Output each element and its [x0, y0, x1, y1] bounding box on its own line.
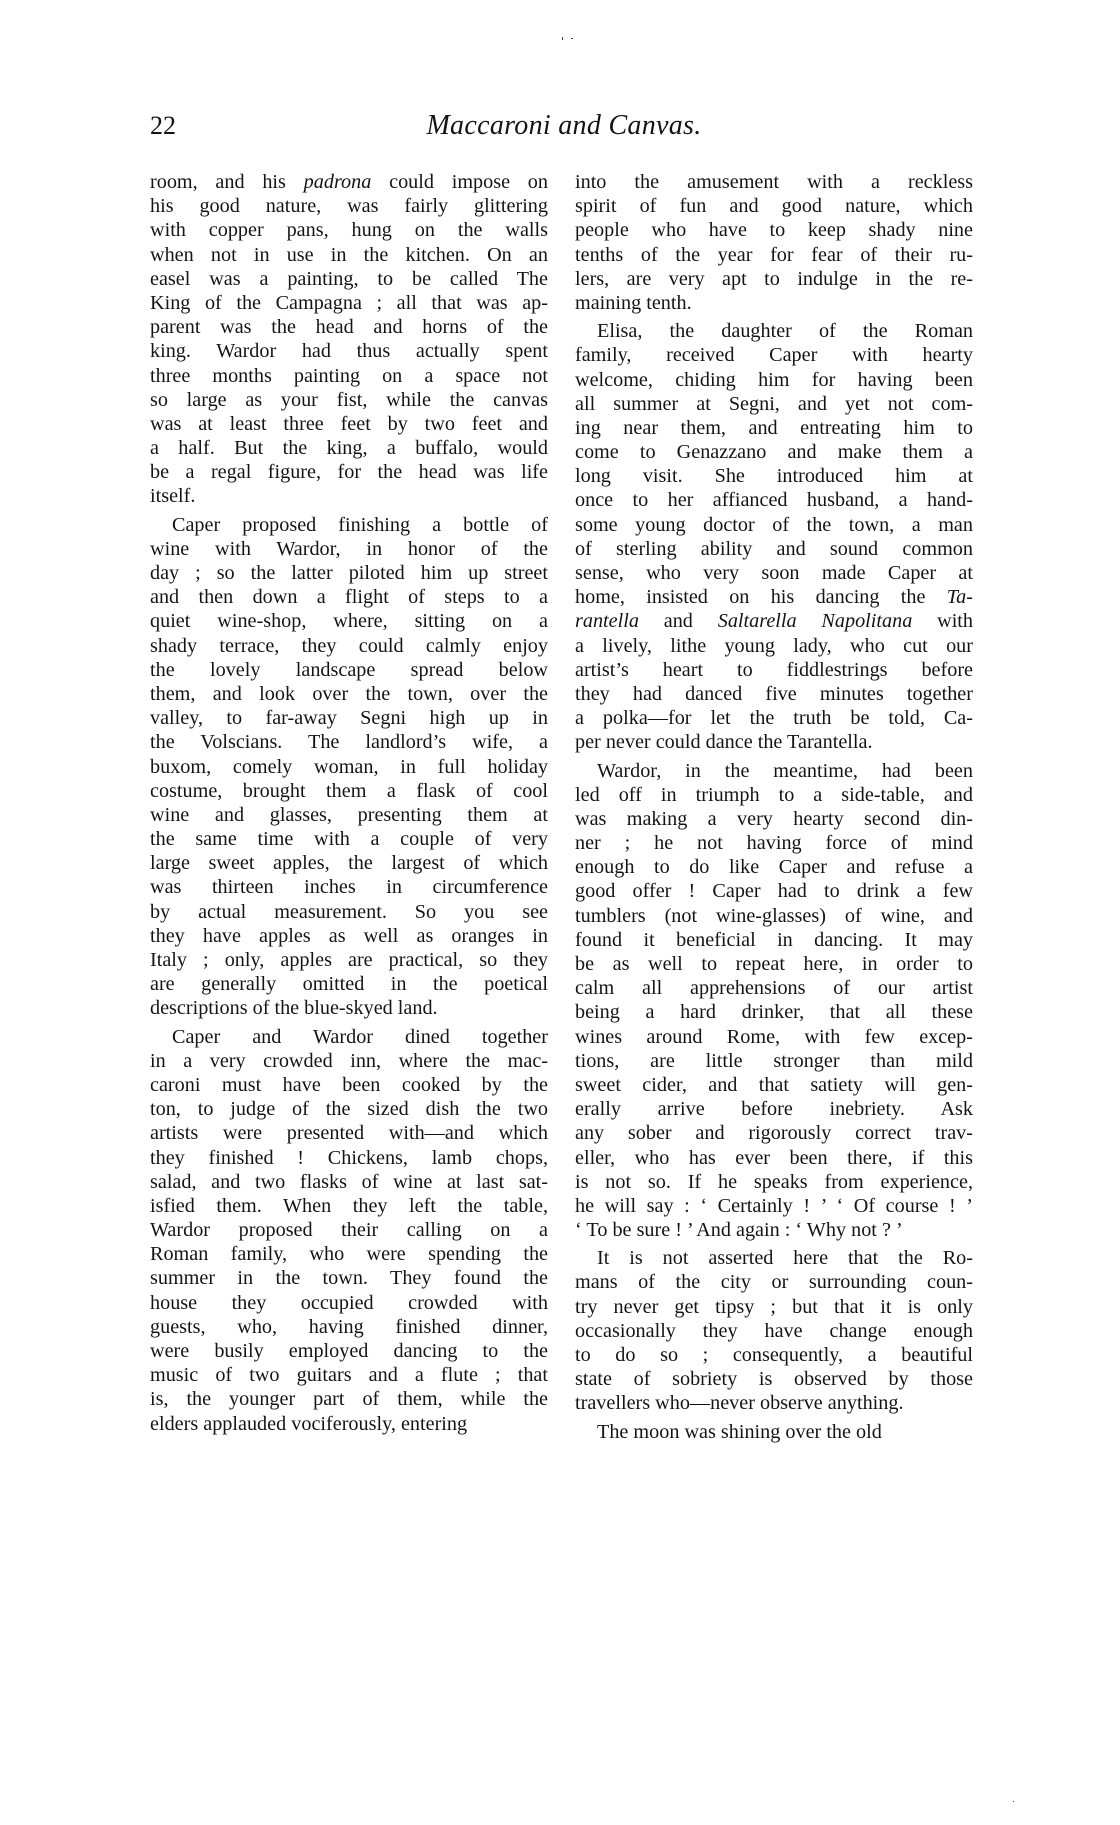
text-line	[575, 416, 973, 440]
text-line	[575, 1295, 973, 1319]
text-column-left	[150, 170, 548, 1440]
text-run: music of two guitars and a flute ; that	[150, 1364, 548, 1387]
text-line	[150, 243, 548, 267]
text-line	[575, 537, 973, 561]
text-line	[575, 1025, 973, 1049]
text-run: when not in use in the kitchen. On an	[150, 243, 548, 266]
text-run: try never get tipsy ; but that it is only	[575, 1295, 973, 1318]
text-run: descriptions of the blue-skyed land.	[150, 997, 438, 1020]
text-line	[150, 170, 548, 194]
text-line	[150, 1025, 548, 1049]
text-line	[150, 537, 548, 561]
text-line	[150, 755, 548, 779]
text-run: them, and look over the town, over the	[150, 682, 548, 705]
text-run: in a very crowded inn, where the mac-	[150, 1049, 548, 1072]
paragraph	[575, 759, 973, 1243]
text-run: isfied them. When they left the table,	[150, 1194, 548, 1217]
text-line	[575, 1097, 973, 1121]
text-line	[150, 658, 548, 682]
text-run: king. Wardor had thus actually spent	[150, 340, 548, 363]
text-run: to do so ; consequently, a beautiful	[575, 1344, 973, 1366]
text-line	[150, 412, 548, 436]
text-run: his good nature, was fairly glittering	[150, 195, 548, 218]
text-run: once to her affianced husband, a hand-	[575, 489, 973, 512]
text-line	[575, 1367, 973, 1391]
text-run: guests, who, having finished dinner,	[150, 1315, 548, 1338]
text-line	[150, 1291, 548, 1315]
text-line	[150, 1097, 548, 1121]
text-line	[150, 388, 548, 412]
text-run: good offer ! Caper had to drink a few	[575, 880, 973, 903]
text-line	[150, 585, 548, 609]
text-run: people who have to keep shady nine	[575, 219, 973, 242]
text-line	[150, 972, 548, 996]
text-line	[150, 460, 548, 484]
text-run: room, and his	[150, 171, 304, 193]
text-run: he will say : ‘ Certainly ! ’ ‘ Of course ! ’	[575, 1194, 973, 1217]
text-run: the lovely landscape spread below	[150, 658, 548, 681]
text-run: erally arrive before inebriety. Ask	[575, 1098, 973, 1121]
text-line	[575, 783, 973, 807]
text-run: artist’s heart to fiddlestrings before	[575, 658, 973, 681]
text-line	[575, 561, 973, 585]
text-run: family, received Caper with hearty	[575, 344, 973, 367]
page-number: 22	[150, 111, 176, 140]
scan-speck	[1013, 1801, 1014, 1802]
text-line	[575, 319, 973, 343]
text-line	[150, 1387, 548, 1411]
text-run: It is not asserted here that the Ro-	[597, 1247, 973, 1270]
text-run: Caper and Wardor dined together	[172, 1025, 548, 1048]
text-line	[150, 1146, 548, 1170]
text-line	[150, 706, 548, 730]
text-run: be as well to repeat here, in order to	[575, 953, 973, 975]
paragraph	[150, 1025, 548, 1436]
text-line	[150, 803, 548, 827]
text-line	[150, 218, 548, 242]
text-line	[575, 952, 973, 976]
text-line	[575, 1246, 973, 1270]
text-line	[150, 364, 548, 388]
text-run: come to Genazzano and make them a	[575, 441, 973, 464]
text-run: quiet wine-shop, where, sitting on a	[150, 610, 548, 633]
text-line	[150, 1218, 548, 1242]
text-line	[575, 440, 973, 464]
text-run: sweet cider, and that satiety will gen-	[575, 1073, 973, 1096]
text-run: enough to do like Caper and refuse a	[575, 856, 973, 879]
text-run: they have apples as well as oranges in	[150, 924, 548, 947]
text-line	[575, 759, 973, 783]
paragraph	[575, 1246, 973, 1415]
text-run: was at least three feet by two feet and	[150, 412, 548, 435]
text-run: home, insisted on his dancing the	[575, 586, 947, 609]
text-run: large sweet apples, the largest of which	[150, 852, 548, 875]
text-line	[150, 827, 548, 851]
text-run: salad, and two flasks of wine at last sat-	[150, 1170, 548, 1193]
text-run: shady terrace, they could calmly enjoy	[150, 634, 548, 657]
text-line	[575, 682, 973, 706]
text-run: is not so. If he speaks from experience,	[575, 1170, 973, 1193]
text-run: by actual measurement. So you see	[150, 900, 548, 923]
text-run: and	[638, 610, 718, 633]
text-line	[575, 488, 973, 512]
text-line	[150, 924, 548, 948]
paragraph	[575, 1420, 973, 1444]
text-run: wines around Rome, with few excep-	[575, 1025, 973, 1048]
text-run: a half. But the king, a buffalo, would	[150, 437, 548, 460]
text-run: eller, who has ever been there, if this	[575, 1146, 973, 1169]
text-run: long visit. She introduced him at	[575, 465, 973, 488]
text-run: travellers who—never observe anything.	[575, 1392, 904, 1415]
text-line	[150, 1315, 548, 1339]
text-run: some young doctor of the town, a man	[575, 513, 973, 536]
text-run: any sober and rigorously correct trav-	[575, 1122, 973, 1145]
running-title: Maccaroni and Canvas.	[426, 110, 702, 141]
text-run: parent was the head and horns of the	[150, 316, 548, 339]
text-run: could impose on	[371, 171, 548, 193]
text-run: mans of the city or surrounding coun-	[575, 1271, 973, 1294]
text-run: the same time with a couple of very	[150, 828, 548, 851]
text-line	[575, 658, 973, 682]
text-column-right	[575, 170, 973, 1448]
text-run: Wardor proposed their calling on a	[150, 1219, 548, 1242]
text-run: spirit of fun and good nature, which	[575, 195, 973, 218]
text-run: with	[912, 610, 974, 633]
text-line	[575, 609, 973, 633]
text-line	[575, 343, 973, 367]
text-run: Italy ; only, apples are practical, so they	[150, 949, 548, 971]
text-line	[150, 1170, 548, 1194]
text-line	[150, 267, 548, 291]
text-run: ner ; he not having force of mind	[575, 832, 973, 855]
text-run: led off in triumph to a side-table, and	[575, 783, 973, 806]
text-run: ing near them, and entreating him to	[575, 416, 973, 439]
text-run: into the amusement with a reckless	[575, 171, 973, 193]
text-run: being a hard drinker, that all these	[575, 1001, 973, 1024]
paragraph	[150, 170, 548, 509]
text-line	[150, 315, 548, 339]
text-line	[575, 1146, 973, 1170]
text-line	[575, 807, 973, 831]
text-line	[575, 1218, 973, 1242]
text-run: buxom, comely woman, in full holiday	[150, 755, 548, 778]
text-run: Caper proposed finishing a bottle of	[172, 513, 548, 536]
text-run: lers, are very apt to indulge in the re-	[575, 267, 973, 290]
text-line	[575, 267, 973, 291]
scan-speck	[562, 37, 563, 40]
text-line	[150, 484, 548, 508]
text-line	[150, 1121, 548, 1145]
text-line	[575, 1194, 973, 1218]
text-run: was thirteen inches in circumference	[150, 876, 548, 899]
text-line	[150, 609, 548, 633]
text-line	[150, 851, 548, 875]
text-line	[575, 1391, 973, 1415]
text-line	[575, 976, 973, 1000]
text-run: the Volscians. The landlord’s wife, a	[150, 731, 548, 754]
text-run: they had danced five minutes together	[575, 682, 973, 705]
text-line	[150, 1049, 548, 1073]
text-line	[575, 1073, 973, 1097]
text-run: Roman family, who were spending the	[150, 1243, 548, 1266]
text-run: per never could dance the Tarantella.	[575, 731, 873, 754]
text-line	[575, 634, 973, 658]
text-run: be a regal figure, for the head was life	[150, 461, 548, 484]
text-line	[575, 1000, 973, 1024]
text-line	[575, 1420, 973, 1444]
text-line	[150, 1242, 548, 1266]
text-line	[150, 948, 548, 972]
text-run: of sterling ability and sound common	[575, 537, 973, 560]
text-run: house they occupied crowded with	[150, 1291, 548, 1314]
text-line	[150, 1412, 548, 1436]
text-line	[575, 706, 973, 730]
text-run: maining tenth.	[575, 291, 692, 314]
text-line	[150, 436, 548, 460]
text-run: calm all apprehensions of our artist	[575, 977, 973, 1000]
text-line	[575, 831, 973, 855]
text-line	[575, 513, 973, 537]
text-run: King of the Campagna ; all that was ap-	[150, 291, 548, 314]
text-run: Elisa, the daughter of the Roman	[597, 320, 973, 343]
text-line	[150, 900, 548, 924]
italic-text: padrona	[303, 171, 372, 193]
text-run: three months painting on a space not	[150, 364, 548, 387]
paragraph	[575, 170, 973, 315]
text-line	[575, 170, 973, 194]
paragraph	[150, 513, 548, 1021]
text-line	[575, 194, 973, 218]
text-line	[575, 368, 973, 392]
text-line	[575, 928, 973, 952]
text-line	[575, 291, 973, 315]
text-run: are generally omitted in the poetical	[150, 973, 548, 996]
text-line	[150, 513, 548, 537]
text-line	[575, 730, 973, 754]
text-line	[575, 1170, 973, 1194]
text-line	[575, 243, 973, 267]
text-run: state of sobriety is observed by those	[575, 1368, 973, 1391]
text-run: so large as your fist, while the canvas	[150, 388, 548, 411]
text-line	[150, 1266, 548, 1290]
text-line	[575, 218, 973, 242]
text-line	[150, 996, 548, 1020]
text-line	[150, 1073, 548, 1097]
text-run: ton, to judge of the sized dish the two	[150, 1098, 548, 1121]
text-run: tumblers (not wine-glasses) of wine, and	[575, 904, 973, 927]
text-run: is, the younger part of them, while the	[150, 1388, 548, 1411]
text-run: wine with Wardor, in honor of the	[150, 537, 548, 560]
text-line	[575, 1049, 973, 1073]
text-line	[150, 194, 548, 218]
text-line	[150, 291, 548, 315]
text-run: itself.	[150, 485, 196, 508]
text-run: occasionally they have change enough	[575, 1319, 973, 1342]
text-line	[150, 339, 548, 363]
text-run: a lively, lithe young lady, who cut our	[575, 634, 973, 657]
text-run: tions, are little stronger than mild	[575, 1049, 973, 1072]
text-run: they finished ! Chickens, lamb chops,	[150, 1146, 548, 1169]
text-line	[575, 392, 973, 416]
text-run: costume, brought them a flask of cool	[150, 779, 548, 802]
scan-speck	[571, 38, 573, 39]
text-line	[575, 1343, 973, 1367]
text-line	[150, 875, 548, 899]
text-line	[150, 1363, 548, 1387]
text-line	[575, 879, 973, 903]
text-line	[150, 1339, 548, 1363]
text-run: with copper pans, hung on the walls	[150, 219, 548, 242]
text-run: Wardor, in the meantime, had been	[597, 759, 973, 782]
text-line	[575, 855, 973, 879]
text-run: were busily employed dancing to the	[150, 1340, 548, 1362]
text-line	[150, 779, 548, 803]
text-run: artists were presented with—and which	[150, 1122, 548, 1145]
text-line	[575, 1121, 973, 1145]
text-run: sense, who very soon made Caper at	[575, 562, 973, 584]
text-run: and then down a flight of steps to a	[150, 586, 548, 609]
text-line	[150, 682, 548, 706]
text-run: valley, to far-away Segni high up in	[150, 707, 548, 730]
running-head	[150, 108, 978, 148]
text-line	[150, 730, 548, 754]
text-line	[150, 561, 548, 585]
text-line	[575, 585, 973, 609]
text-run: welcome, chiding him for having been	[575, 368, 973, 391]
paragraph	[575, 319, 973, 754]
text-line	[575, 1270, 973, 1294]
text-line	[575, 464, 973, 488]
text-run: elders applauded vociferously, entering	[150, 1412, 468, 1435]
text-run: tenths of the year for fear of their ru-	[575, 243, 973, 266]
text-line	[150, 634, 548, 658]
text-run: found it beneficial in dancing. It may	[575, 928, 973, 951]
text-run: ‘ To be sure ! ’ And again : ‘ Why not ? ’	[575, 1219, 903, 1242]
text-run: was making a very hearty second din-	[575, 807, 973, 830]
text-run: easel was a painting, to be called The	[150, 267, 548, 290]
italic-text: rantella	[575, 610, 639, 633]
text-line	[575, 904, 973, 928]
text-run: day ; so the latter piloted him up street	[150, 562, 548, 584]
italic-text: Saltarella Napolitana	[717, 610, 913, 633]
text-run: a polka—for let the truth be told, Ca-	[575, 707, 973, 730]
text-run: all summer at Segni, and yet not com-	[575, 392, 973, 415]
italic-text: Ta-	[946, 586, 973, 609]
text-run: wine and glasses, presenting them at	[150, 803, 548, 826]
text-line	[575, 1319, 973, 1343]
text-run: summer in the town. They found the	[150, 1267, 548, 1290]
text-run: caroni must have been cooked by the	[150, 1073, 548, 1096]
text-line	[150, 1194, 548, 1218]
text-run: The moon was shining over the old	[597, 1420, 882, 1443]
